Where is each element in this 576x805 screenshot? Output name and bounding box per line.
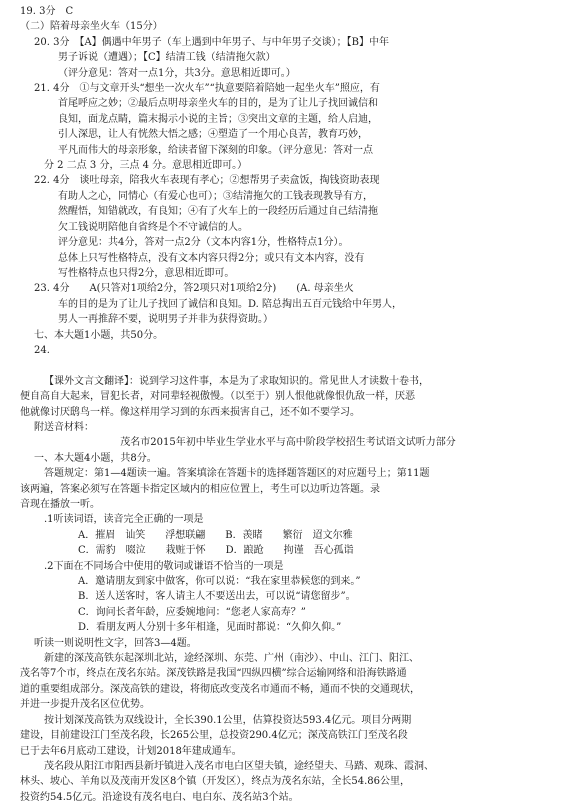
text-line: D．看朋友两人分别十多年相逢，见面时都说：“久仰久仰。” <box>78 622 342 634</box>
text-line: 建设，目前建设江门至茂名段，长265公里，总投资290.4亿元；深茂高铁江门至茂名段 <box>20 730 408 742</box>
text-line: 良知，面龙点睛，篇末揭示小说的主旨；③突出文章的主题，给人启迪， <box>58 113 378 125</box>
text-line: 23. 4分 A(只答对1项给2分，答2项只对1项给2分) (A. 母亲坐火 <box>34 283 354 295</box>
text-line: 21. 4分 ①与文章开头“想坐一次火车”“执意要陪着陪她一起坐火车”照应，有 <box>34 83 380 95</box>
text-line: 19. 3分 C <box>20 6 74 17</box>
text-line: C．需豹 啜泣 栽赃于怀 D．踉跄 拘谨 吾心孤诣 <box>78 545 354 557</box>
text-line: （二）陪着母亲坐火车（15分） <box>20 21 163 33</box>
text-line: A．邀请朋友到家中做客，你可以说：“我在家里恭候您的到来。” <box>78 576 361 588</box>
text-line: 便自高自大起来，冒犯长者，对同辈轻视傲慢。（以至于）别人恨他就像恨仇敌一样，厌恶 <box>20 391 415 403</box>
text-line: 平凡而伟大的母亲形象，给读者留下深刻的印象。（评分意见：答对一点 <box>58 144 373 156</box>
text-line: 按计划深茂高铁为双线设计，全长390.1公里，估算投资达593.4亿元。项目分两期 <box>44 714 412 726</box>
text-line: 车的目的是为了让儿子找回了诚信和良知。D. 陪总掏出五百元钱给中年男人， <box>58 298 403 310</box>
text-line: 引人深思，让人有恍然大悟之感；④塑造了一个用心良苦，教育巧妙， <box>58 129 368 141</box>
text-line: 已于去年6月底动工建设，计划2018年建成通车。 <box>20 745 242 757</box>
text-line: 他就像讨厌鸱鸟一样。像这样用学习到的东西来损害自己，还不如不要学习。 <box>20 406 360 418</box>
text-line: 茂名市2015年初中毕业生学业水平与高中阶段学校招生考试语文试听力部分 <box>120 437 456 449</box>
text-line: 附送音材料： <box>34 421 94 433</box>
text-line: 男子诉说（遭遇）；【C】结清工钱（结清拖欠款） <box>58 52 276 64</box>
text-line: C．询问长者年龄，应委婉地问：“您老人家高寿？” <box>78 606 306 618</box>
text-line: 七、本大题1小题，共50分。 <box>34 329 164 341</box>
text-line: 22. 4分 谈吐母亲，陪我火车表现有孝心；②想帮男子卖盒饭，掏钱资助表现 <box>34 175 380 187</box>
text-line: 男人一再推辞不要，说明男子并非为获得资助。） <box>58 314 273 326</box>
text-line: A．摧眉 讪笑 浮想联翩 B．羡睹 繁衍 迢文尔雅 <box>78 529 353 541</box>
text-line: 欠工钱说明陪他自省终是个不守诚信的人。 <box>58 221 248 233</box>
text-line: （评分意见：答对一点1分，共3分。意思相近即可。） <box>58 67 296 79</box>
text-line: 20. 3分 【A】偶遇中年男子（车上遇到中年男子、与中年男子交谈）；【B】中年 <box>34 36 390 48</box>
text-line: 有助人之心，同情心（有爱心也可）；③结清拖欠的工钱表现教导有方， <box>58 190 373 202</box>
text-line: 听读一则说明性文字，回答3—4题。 <box>34 637 197 649</box>
text-line: 一、本大题4小题，共8分。 <box>34 452 157 464</box>
text-line: 总体上只写性格特点，没有文本内容只得2分；或只有文本内容，没有 <box>58 252 365 264</box>
text-line: 林头、坡心、羊角以及茂南开发区8个镇（开发区），终点为茂名东站，全长54.86公里， <box>20 776 410 788</box>
text-line: 道的重要组成部分。深茂高铁的建设，将彻底改变茂名市通而不畅，通而不快的交通现状， <box>20 683 420 695</box>
text-line: 音现在播放一听。 <box>20 499 100 510</box>
text-line: .2下面在不同场合中使用的敬词或谦语不恰当的一项是 <box>34 560 284 572</box>
text-line: 然醒悟，知错就改，有良知；④有了火车上的一段经历后通过自己结清拖 <box>58 206 378 218</box>
text-line: 【课外文言文翻译】：说到学习这件事，本是为了求取知识的。常见世人才读数十卷书， <box>44 375 429 387</box>
document-body <box>20 4 556 805</box>
text-line: 该两遍，答案必须写在答题卡指定区域内的相应位置上，考生可以边听边答题。录 <box>20 483 380 495</box>
text-line <box>20 358 556 373</box>
text-line: 新建的深茂高铁东起深圳北站，途经深圳、东莞、广州（南沙）、中山、江门、阳江、 <box>44 653 419 665</box>
text-line: 首尾呼应之妙；②最后点明母亲坐火车的目的，是为了让儿子找回诚信和 <box>58 98 378 110</box>
text-line: 投资约54.5亿元。沿途设有茂名电白、电白东、茂名站3个站。 <box>20 791 299 803</box>
text-line: 评分意见：共4分，答对一点2分（文本内容1分，性格特点1分）。 <box>58 237 349 249</box>
text-line: 分 2 二点 3 分，三点 4 分。意思相近即可。） <box>44 160 248 172</box>
text-line: 24. <box>34 344 50 356</box>
text-line: B．送人送客时，客人请主人不要送出去，可以说“请您留步”。 <box>78 591 356 603</box>
text-line: .1听读词语，读音完全正确的一项是 <box>34 514 204 526</box>
text-line: 并进一步提升茂名区位优势。 <box>20 699 150 711</box>
text-line: 写性格特点也只得2分，意思相近即可。 <box>58 267 235 279</box>
text-line: 茂名等7个市，终点在茂名东站。深茂铁路是我国“四纵四横”综合运输网络和沿海铁路通 <box>20 668 407 680</box>
text-line: 茂名段从阳江市阳西县新圩镇进入茂名市电白区望夫镇，途经望夫、马踏、观珠、霞洞、 <box>44 760 434 772</box>
text-line: 答题规定：第1—4题读一遍。答案填涂在答题卡的选择题答题区的对应题号上；第11题 <box>44 468 430 480</box>
